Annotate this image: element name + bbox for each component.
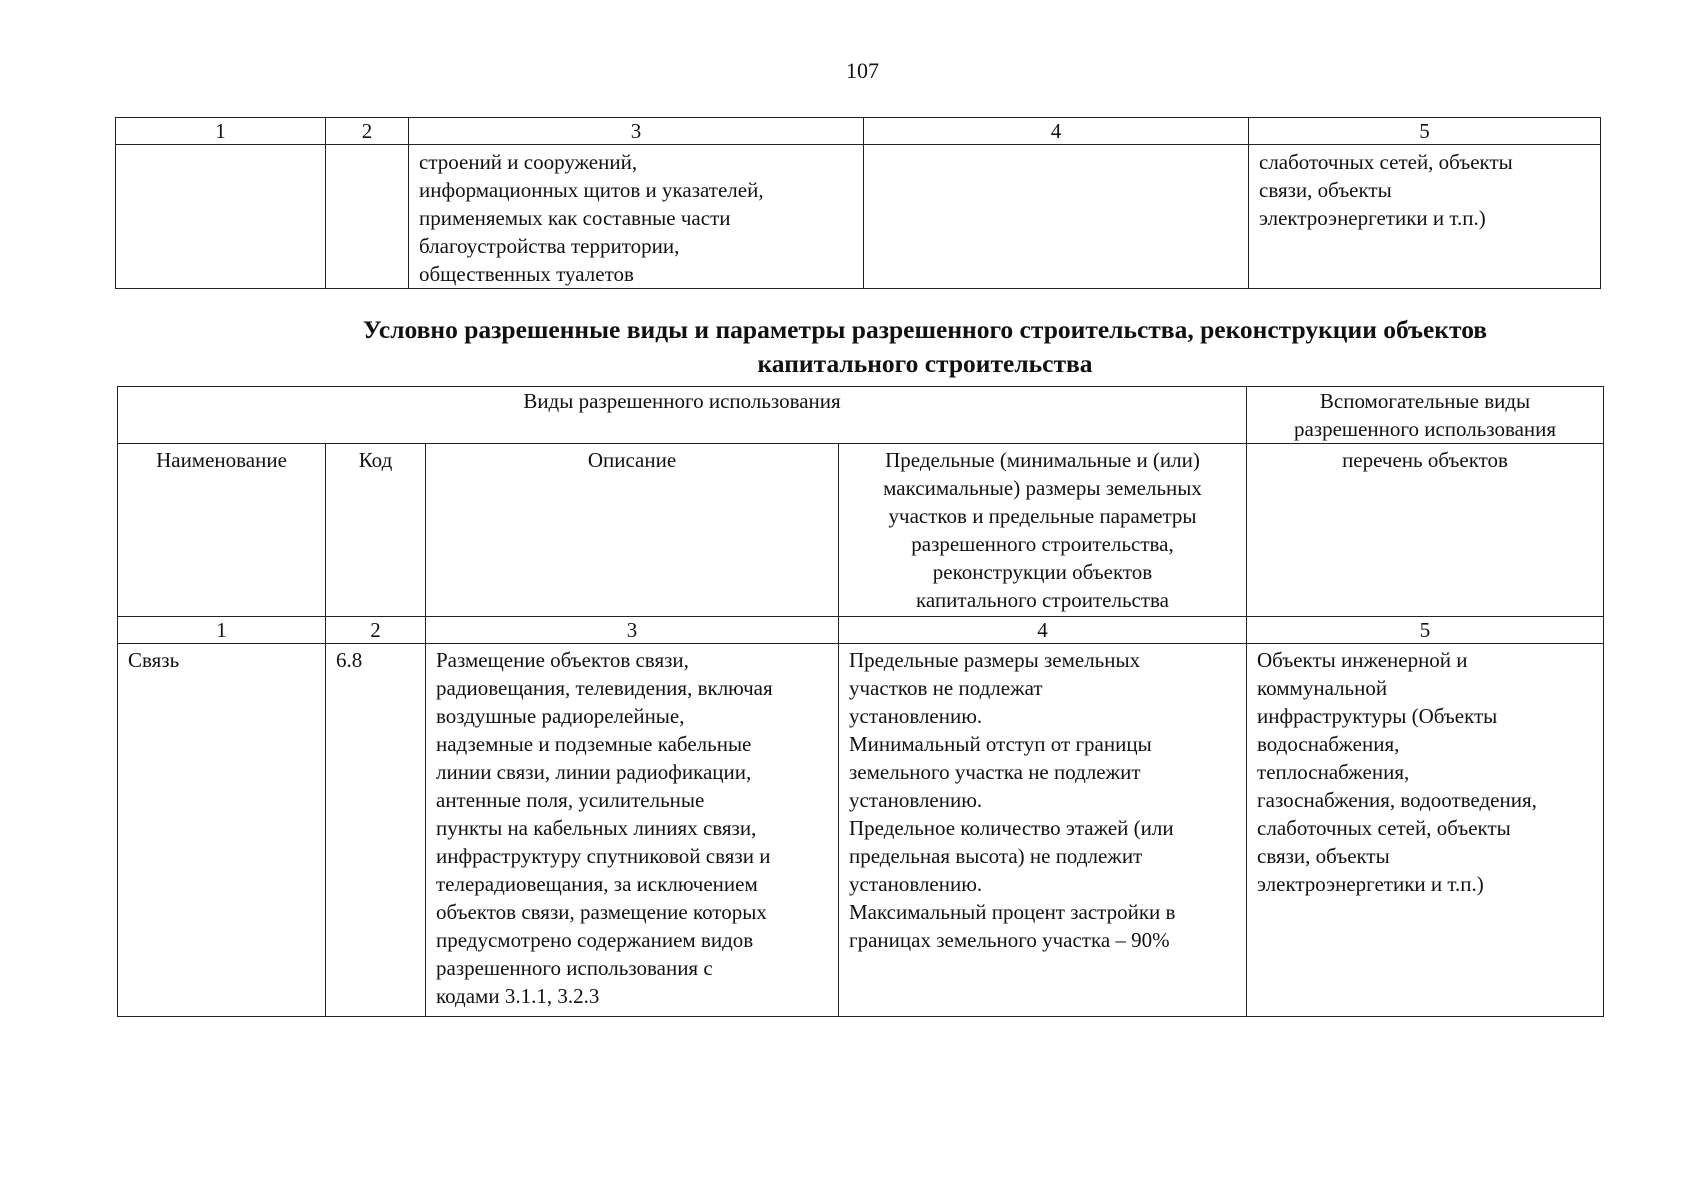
column-number: 2 xyxy=(326,617,426,644)
conditional-uses-table xyxy=(117,386,1604,1017)
column-number: 1 xyxy=(118,617,326,644)
code-cell xyxy=(326,145,409,289)
page-number: 107 xyxy=(846,58,879,83)
column-numbers-row xyxy=(116,118,1601,145)
parameters-cell: Предельные размеры земельных участков не подлежат установлению. Минимальный отступ от границы земельного участка не подлежит установлению. Предельное количество этажей (или предельная высота) не подлежит установлению. Максимальный процент застройки в границах земельного участка – 90% xyxy=(839,644,1247,1017)
code-cell: 6.8 xyxy=(326,644,426,1017)
column-number: 4 xyxy=(864,118,1249,145)
auxiliary-header: перечень объектов xyxy=(1247,444,1604,617)
name-cell xyxy=(116,145,326,289)
name-cell: Связь xyxy=(118,644,326,1017)
table-row xyxy=(118,644,1604,1017)
parameters-header: Предельные (минимальные и (или) максимальные) размеры земельных участков и предельные параметры разрешенного строительства, реконструкции объектов капитального строительства xyxy=(839,444,1247,617)
description-cell: строений и сооружений, информационных щитов и указателей, применяемых как составные части благоустройства территории, общественных туалетов xyxy=(409,145,864,289)
auxiliary-cell: Объекты инженерной и коммунальной инфраструктуры (Объекты водоснабжения, теплоснабжения, газоснабжения, водоотведения, слаботочных сетей, объекты связи, объекты электроэнергетики и т.п.) xyxy=(1247,644,1604,1017)
group-header-row xyxy=(118,387,1604,444)
auxiliary-group-header: Вспомогательные виды разрешенного использования xyxy=(1247,387,1604,444)
column-number: 3 xyxy=(409,118,864,145)
permitted-use-group-header: Виды разрешенного использования xyxy=(118,387,1247,444)
column-number: 1 xyxy=(116,118,326,145)
section-title: Условно разрешенные виды и параметры разрешенного строительства, реконструкции объектов капитального строительства xyxy=(362,315,1488,378)
column-number: 3 xyxy=(426,617,839,644)
name-header: Наименование xyxy=(118,444,326,617)
description-header: Описание xyxy=(426,444,839,617)
parameters-cell xyxy=(864,145,1249,289)
code-header: Код xyxy=(326,444,426,617)
continued-table xyxy=(115,117,1601,289)
column-header-row xyxy=(118,444,1604,617)
column-number: 5 xyxy=(1249,118,1601,145)
auxiliary-cell: слаботочных сетей, объекты связи, объекты электроэнергетики и т.п.) xyxy=(1249,145,1601,289)
table-row xyxy=(116,145,1601,289)
column-number: 4 xyxy=(839,617,1247,644)
column-numbers-row xyxy=(118,617,1604,644)
description-cell: Размещение объектов связи, радиовещания, телевидения, включая воздушные радиорелейные, надземные и подземные кабельные линии связи, линии радиофикации, антенные поля, усилительные пункты на кабельных линиях связи, инфраструктуру спутниковой связи и телерадиовещания, за исключением объектов связи, размещение которых предусмотрено содержанием видов разрешенного использования с кодами 3.1.1, 3.2.3 xyxy=(426,644,839,1017)
column-number: 2 xyxy=(326,118,409,145)
column-number: 5 xyxy=(1247,617,1604,644)
